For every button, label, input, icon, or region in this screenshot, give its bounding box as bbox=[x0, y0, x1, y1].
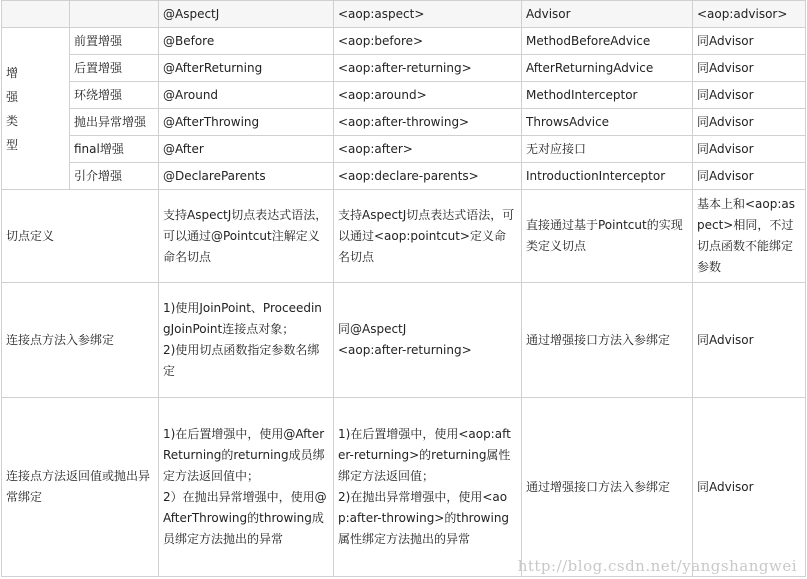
table-row bbox=[2, 55, 806, 82]
aop-aspect-cell-line: 2)在抛出异常增强中，使用<aop:after-throwing>的throwing属性绑定方法抛出的异常 bbox=[338, 490, 510, 546]
aspectj-cell: 支持AspectJ切点表达式语法，可以通过@Pointcut注解定义命名切点 bbox=[159, 190, 334, 283]
aspectj-cell-line: 2）在抛出异常增强中，使用@AfterThrowing的throwing成员绑定方法抛出的异常 bbox=[163, 490, 327, 546]
advisor-cell: 无对应接口 bbox=[522, 136, 693, 163]
table-row bbox=[2, 398, 806, 577]
aop-aspect-cell: 支持AspectJ切点表达式语法，可以通过<aop:pointcut>定义命名切点 bbox=[334, 190, 522, 283]
aop-aspect-cell-line: 1)在后置增强中，使用<aop:after-returning>的returning属性绑定方法返回值； bbox=[338, 427, 511, 483]
advice-type-cell: 抛出异常增强 bbox=[70, 109, 159, 136]
aop-advisor-cell: 同Advisor bbox=[693, 163, 806, 190]
aop-advisor-cell: 同Advisor bbox=[693, 28, 806, 55]
aop-aspect-cell: <aop:declare-parents> bbox=[334, 163, 522, 190]
aop-advisor-cell: 同Advisor bbox=[693, 136, 806, 163]
advice-type-cell: 前置增强 bbox=[70, 28, 159, 55]
table-row bbox=[2, 190, 806, 283]
header-aop-aspect: <aop:aspect> bbox=[334, 1, 522, 28]
row-label-return-binding: 连接点方法返回值或抛出异常绑定 bbox=[2, 398, 159, 577]
row-label-param-binding: 连接点方法入参绑定 bbox=[2, 283, 159, 398]
aop-aspect-cell: <aop:after-returning> bbox=[334, 55, 522, 82]
advisor-cell: MethodInterceptor bbox=[522, 82, 693, 109]
table-row bbox=[2, 82, 806, 109]
aspectj-cell bbox=[159, 283, 334, 398]
aspectj-cell: @Around bbox=[159, 82, 334, 109]
advisor-cell: 直接通过基于Pointcut的实现类定义切点 bbox=[522, 190, 693, 283]
aop-advisor-cell: 同Advisor bbox=[693, 398, 806, 577]
aop-aspect-cell-line: 同@AspectJ bbox=[338, 322, 407, 336]
aspectj-cell bbox=[159, 398, 334, 577]
watermark: http://blog.csdn.net/yangshangwei bbox=[517, 557, 797, 575]
aop-aspect-cell bbox=[334, 283, 522, 398]
aop-advisor-cell: 同Advisor bbox=[693, 55, 806, 82]
aop-aspect-cell: <aop:after-throwing> bbox=[334, 109, 522, 136]
advisor-cell: ThrowsAdvice bbox=[522, 109, 693, 136]
aop-comparison-table bbox=[1, 0, 806, 577]
header-advisor: Advisor bbox=[522, 1, 693, 28]
table-row bbox=[2, 136, 806, 163]
table-row bbox=[2, 109, 806, 136]
aop-advisor-cell: 同Advisor bbox=[693, 82, 806, 109]
aspectj-cell: @AfterThrowing bbox=[159, 109, 334, 136]
advisor-cell: IntroductionInterceptor bbox=[522, 163, 693, 190]
aop-aspect-cell: <aop:after> bbox=[334, 136, 522, 163]
aspectj-cell-line: 2)使用切点函数指定参数名绑定 bbox=[163, 343, 320, 378]
advisor-cell: AfterReturningAdvice bbox=[522, 55, 693, 82]
advice-type-cell: 后置增强 bbox=[70, 55, 159, 82]
advisor-cell: MethodBeforeAdvice bbox=[522, 28, 693, 55]
header-row bbox=[2, 1, 806, 28]
advice-type-cell: 环绕增强 bbox=[70, 82, 159, 109]
aop-advisor-cell: 同Advisor bbox=[693, 109, 806, 136]
aop-aspect-cell-line: <aop:after-returning> bbox=[338, 343, 472, 357]
advisor-cell: 通过增强接口方法入参绑定 bbox=[522, 398, 693, 577]
aop-aspect-cell: <aop:before> bbox=[334, 28, 522, 55]
advisor-cell: 通过增强接口方法入参绑定 bbox=[522, 283, 693, 398]
header-aop-advisor: <aop:advisor> bbox=[693, 1, 806, 28]
aspectj-cell-line: 1)在后置增强中，使用@AfterReturning的returning成员绑定方法返回值中； bbox=[163, 427, 325, 483]
header-cell-blank-1 bbox=[2, 1, 70, 28]
aspectj-cell: @AfterReturning bbox=[159, 55, 334, 82]
header-aspectj: @AspectJ bbox=[159, 1, 334, 28]
table-row bbox=[2, 28, 806, 55]
row-label-pointcut: 切点定义 bbox=[2, 190, 159, 283]
header-cell-blank-2 bbox=[70, 1, 159, 28]
table-row bbox=[2, 163, 806, 190]
aspectj-cell: @After bbox=[159, 136, 334, 163]
aop-aspect-cell: <aop:around> bbox=[334, 82, 522, 109]
table-row bbox=[2, 283, 806, 398]
aop-advisor-cell: 同Advisor bbox=[693, 283, 806, 398]
advice-type-cell: 引介增强 bbox=[70, 163, 159, 190]
advice-type-group-text: 增强类型 bbox=[6, 65, 19, 152]
advice-type-cell: final增强 bbox=[70, 136, 159, 163]
aspectj-cell: @Before bbox=[159, 28, 334, 55]
aspectj-cell: @DeclareParents bbox=[159, 163, 334, 190]
aop-advisor-cell: 基本上和<aop:aspect>相同，不过切点函数不能绑定参数 bbox=[693, 190, 806, 283]
aspectj-cell-line: 1)使用JoinPoint、ProceedingJoinPoint连接点对象； bbox=[163, 301, 322, 336]
advice-type-group-label bbox=[2, 28, 70, 190]
aop-aspect-cell bbox=[334, 398, 522, 577]
